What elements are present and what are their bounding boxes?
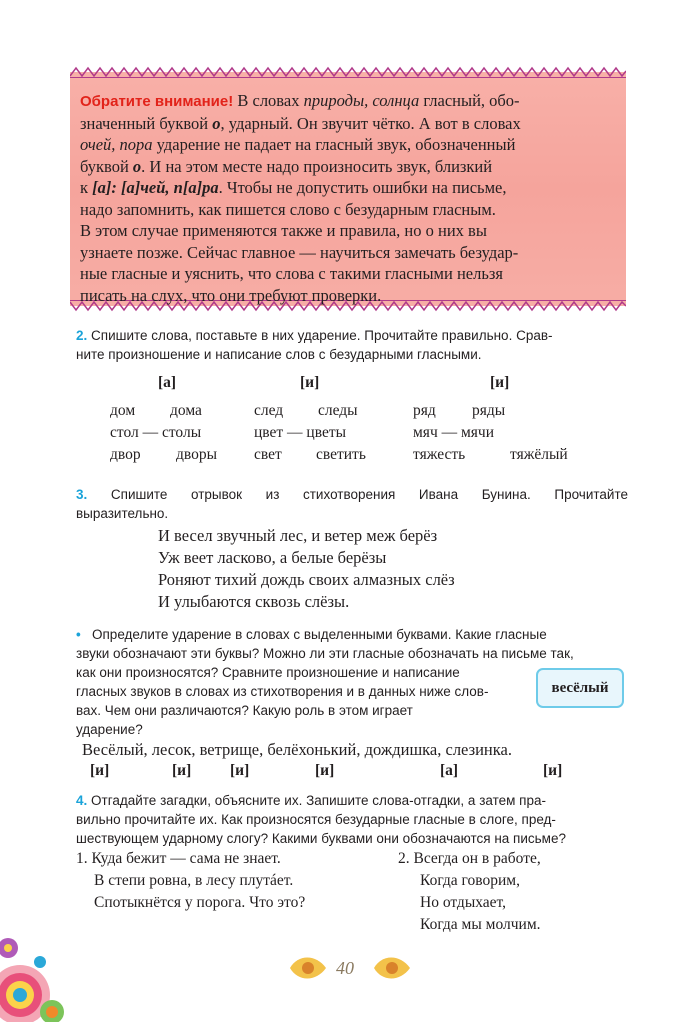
riddle-1-line: Спотыкнётся у порога. Что это? [94,894,306,911]
word: ряды [472,402,506,419]
note-line: надо запомнить, как пишется слово с безударным гласным. [80,199,496,219]
word: след [254,402,284,419]
sound-mark: [и] [90,762,110,779]
word: тяжесть [413,446,466,463]
note-line: Обратите внимание! В словах природы, солнца гласный, обо- [80,91,520,110]
word: светить [316,446,366,463]
riddle-2-line: 2. Всегда он в работе, [398,850,541,867]
riddle-2-line: Когда говорим, [420,872,520,889]
task-2-instructions: 2. Спишите слова, поставьте в них ударение. Прочитайте правильно. Срав- ните произношение и написание слов с безударными гласными. [76,328,553,362]
task-3-instructions: 3. Спишите отрывок из стихотворения Ивана Бунина. Прочитайте выразительно. [76,487,628,521]
sound-mark: [и] [315,762,335,779]
attention-note [70,72,626,306]
word: дома [170,402,202,419]
word: стол — столы [110,424,202,441]
poem-line: Уж веет ласково, а белые берёзы [158,548,387,567]
task-number: 3. [76,487,88,502]
task-4-instructions: 4. Отгадайте загадки, объясните их. Запишите слова-отгадки, а затем пра- вильно прочитайте их. Как произносятся безударные гласные в слоге, пред- шествующем ударному слогу? Какими буквами они обозначаются на письме? [76,793,566,846]
sound-mark: [и] [543,762,563,779]
note-line: буквой о. И на этом месте надо произносить звук, близкий [80,156,493,176]
sound-mark: [и] [230,762,250,779]
bullet: • [76,627,81,642]
note-line: В этом случае применяются также и правила, но о них вы [80,221,487,240]
note-line: значенный буквой о, ударный. Он звучит чётко. А вот в словах [80,113,521,133]
zigzag-border-top [70,66,626,78]
note-lead: Обратите внимание! [80,93,234,110]
task-number: 2. [76,328,88,343]
note-line: писать на слух, что они требуют проверки. [80,285,382,305]
poem-line: Роняют тихий дождь своих алмазных слёз [158,570,455,589]
word: тяжёлый [510,446,568,463]
right-page-ornament-icon [372,950,412,986]
word: цвет — цветы [254,424,347,441]
riddle-2-line: Когда мы молчим. [420,916,541,933]
bullet-task-instructions-cont: как они произносятся? Сравните произношение и написание гласных звуков в словах из стихотворения и в данных ниже слов- вах. Чем они различаются? Какую роль в этом играет ударение? [76,665,489,737]
word: дворы [176,446,218,463]
riddle-1-line: 1. Куда бежит — сама не знает. [76,850,281,867]
word: мяч — мячи [413,424,495,441]
note-line: ные гласные и уяснить, что слова с такими гласными нельзя [80,264,503,283]
word-list: Весёлый, лесок, ветрище, белёхонький, дождишка, слезинка. [82,740,512,759]
sound-mark: [а] [440,762,459,779]
sound-mark: [и] [172,762,192,779]
poem-line: И улыбаются сквозь слёзы. [158,592,350,611]
word: следы [318,402,358,419]
column-header: [а] [158,374,177,391]
left-page-ornament-icon [288,950,328,986]
floral-ornament-icon [0,900,80,1022]
word: дом [110,402,136,419]
word: свет [254,446,282,463]
riddle-1-line: В степи ровна, в лесу плутáет. [94,872,294,889]
column-header: [и] [490,374,510,391]
task-number: 4. [76,793,88,808]
bullet-task-instructions: • Определите ударение в словах с выделенными буквами. Какие гласные звуки обозначают эти буквы? Можно ли эти гласные обозначать на письме так, [76,627,574,661]
column-header: [и] [300,374,320,391]
word: ряд [413,402,436,419]
page-number: 40 [336,958,354,978]
note-line: узнаете позже. Сейчас главное — научиться замечать безудар- [80,242,519,262]
riddle-2-line: Но отдыхает, [420,894,507,911]
poem-line: И весел звучный лес, и ветер меж берёз [158,526,438,545]
note-text [80,90,620,306]
example-word-badge: весёлый [536,668,624,708]
note-line: очей, пора ударение не падает на гласный звук, обозначенный [80,135,516,154]
word: двор [110,446,141,463]
note-line: к [а]: [а]чей, п[а]ра. Чтобы не допустить ошибки на письме, [80,178,507,197]
